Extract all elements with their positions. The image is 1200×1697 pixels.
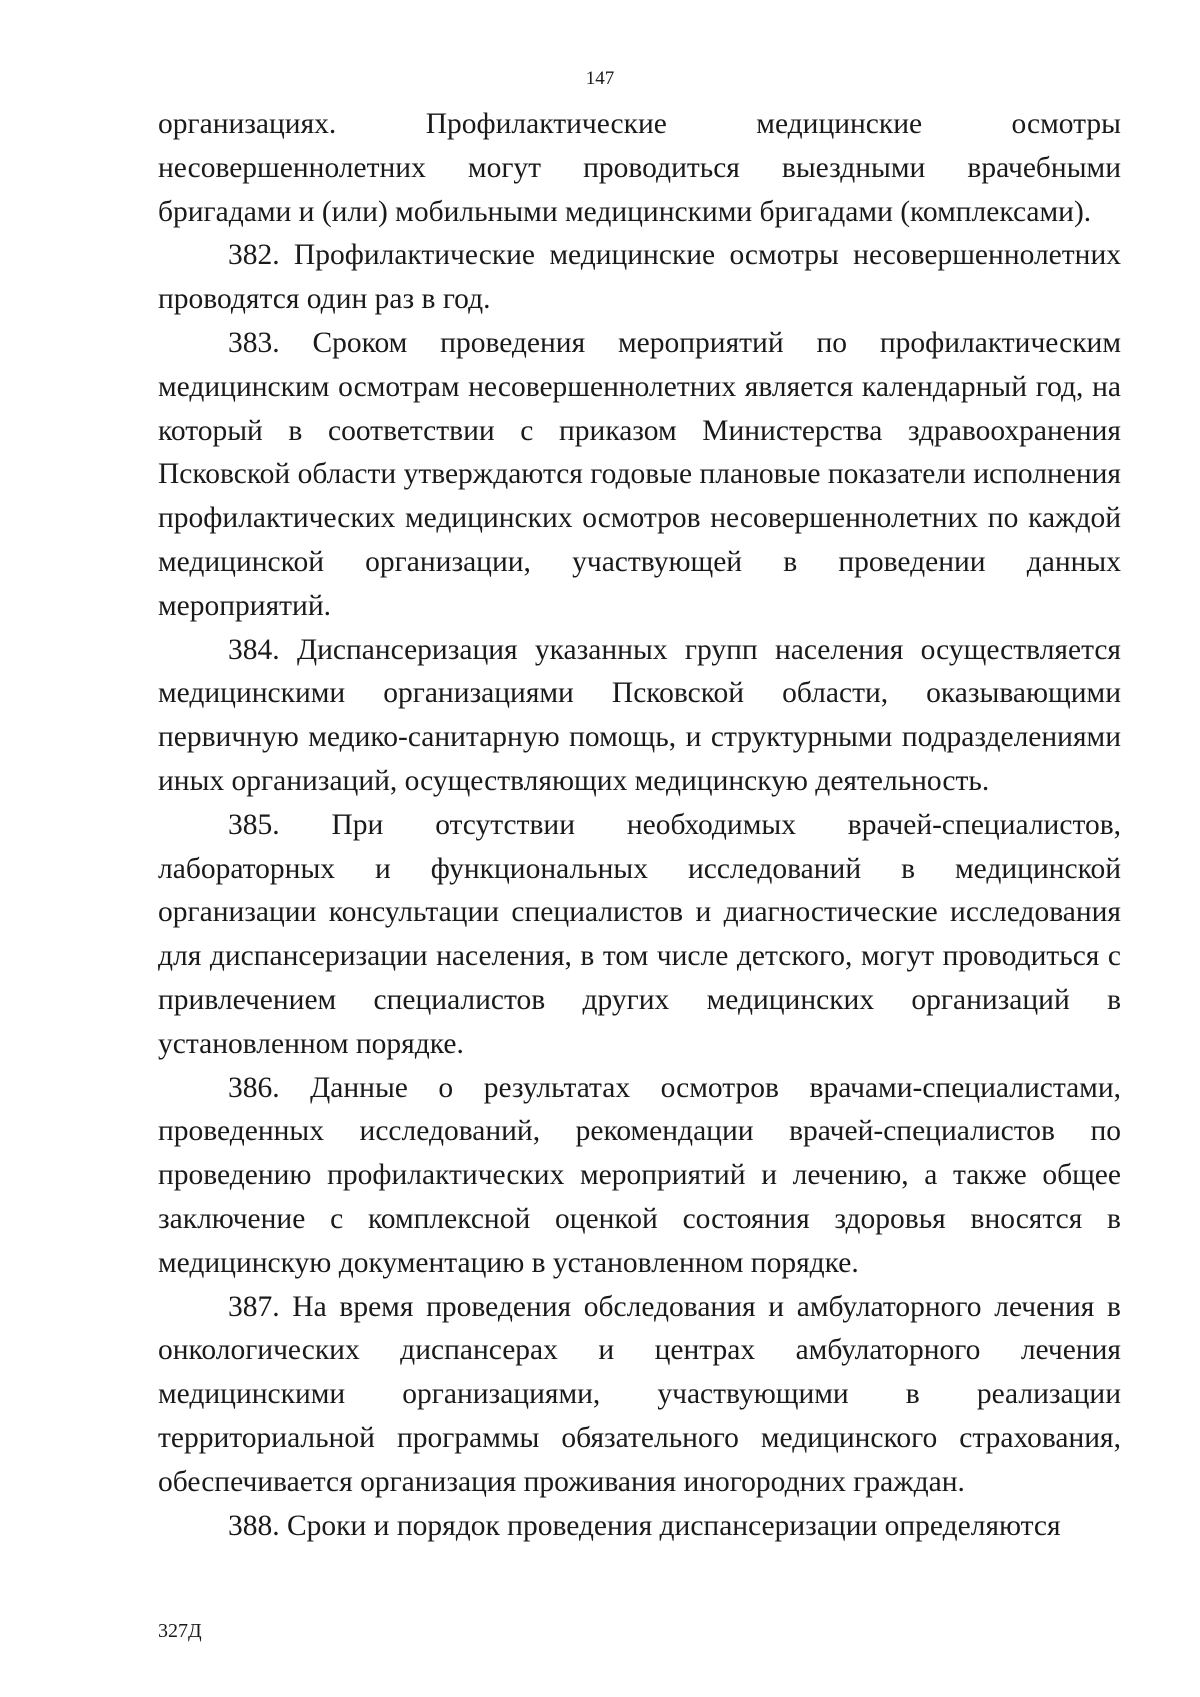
paragraph-382: 382. Профилактические медицинские осмотры несовершеннолетних проводятся один раз в год. [158, 239, 1121, 316]
paragraph-387: 387. На время проведения обследования и амбулаторного лечения в онкологических диспансерах и центрах амбулаторного лечения медицинскими организациями, участвующими в реализации территориальной программы обязательного медицинского страхования, обеспечивается организация проживания иногородних граждан. [158, 1290, 1121, 1498]
footer-document-code: 327Д [158, 1620, 202, 1642]
page-number: 147 [585, 68, 615, 89]
paragraph-385: 385. При отсутствии необходимых врачей-специалистов, лабораторных и функциональных исследований в медицинской организации консультации специалистов и диагностические исследования для диспансеризации населения, в том числе детского, могут проводиться с привлечением специалистов других медицинских организаций в установленном порядке. [158, 808, 1121, 1060]
paragraph-386: 386. Данные о результатах осмотров врачами-специалистами, проведенных исследований, рекомендации врачей-специалистов по проведению профилактических мероприятий и лечению, а также общее заключение с комплексной оценкой состояния здоровья вносятся в медицинскую документацию в установленном порядке. [158, 1071, 1121, 1279]
paragraph-384: 384. Диспансеризация указанных групп населения осуществляется медицинскими организациями Псковской области, оказывающими первичную медико-санитарную помощь, и структурными подразделениями иных организаций, осуществляющих медицинскую деятельность. [158, 633, 1121, 797]
paragraph-383: 383. Сроком проведения мероприятий по профилактическим медицинским осмотрам несовершеннолетних является календарный год, на который в соответствии с приказом Министерства здравоохранения Псковской области утверждаются годовые плановые показатели исполнения профилактических медицинских осмотров несовершеннолетних по каждой медицинской организации, участвующей в проведении данных мероприятий. [158, 326, 1121, 622]
document-body [158, 103, 1121, 1548]
paragraph-388: 388. Сроки и порядок проведения диспансеризации определяются [228, 1509, 1061, 1542]
paragraph-continuation: организациях. Профилактические медицинские осмотры несовершеннолетних могут проводиться выездными врачебными бригадами и (или) мобильными медицинскими бригадами (комплексами). [158, 108, 1121, 228]
